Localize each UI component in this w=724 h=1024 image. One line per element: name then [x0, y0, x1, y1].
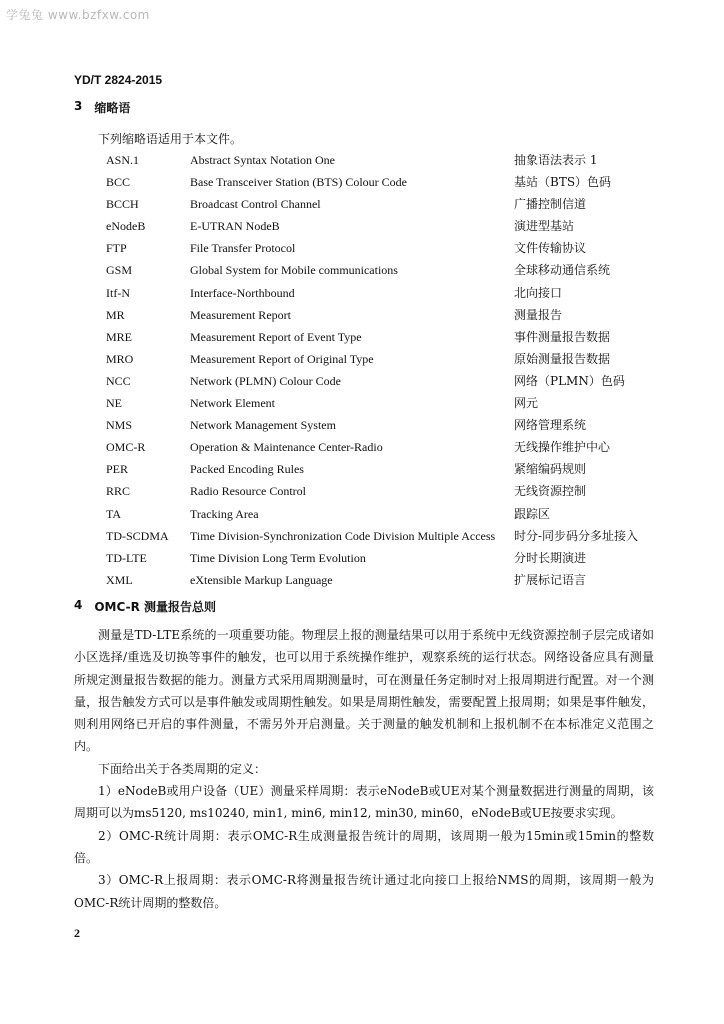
abbreviation-chinese: 紧缩编码规则 — [514, 462, 587, 477]
section-3-title: 缩略语 — [94, 101, 131, 115]
paragraph: 测量是TD-LTE系统的一项重要功能。物理层上报的测量结果可以用于系统中无线资源控制子层完成诸如小区选择/重选及切换等事件的触发，也可以用于系统操作维护，观察系统的运行状态。网络设备应具有测量所规定测量报告数据的能力。测量方式采用周期测量时，可在测量任务定制时对上报周期进行配置。对一个测量，报告触发方式可以是事件触发或周期性触发。如果是周期性触发，需要配置上报周期；如果是事件触发，则利用网络已开启的事件测量，不需另外开启测量。关于测量的触发机制和上报机制不在本标准定义范围之内。 — [74, 628, 654, 754]
abbreviation-chinese: 基站（BTS）色码 — [514, 175, 612, 190]
section-4-body — [74, 624, 654, 914]
section-4-number: 4 — [74, 598, 83, 612]
abbreviation-english: Network Management System — [190, 418, 336, 433]
abbreviation-english: Time Division Long Term Evolution — [190, 550, 366, 565]
abbreviation-row — [106, 349, 666, 371]
abbreviation-english: Network Element — [190, 396, 275, 411]
section-3-number: 3 — [74, 99, 83, 113]
standard-code: YD/T 2824-2015 — [74, 73, 163, 87]
abbreviation-chinese: 时分-同步码分多址接入 — [514, 528, 639, 543]
abbreviation-term: MRO — [106, 351, 134, 366]
abbreviation-english: Packed Encoding Rules — [190, 462, 304, 477]
abbreviation-row — [106, 526, 666, 548]
abbreviation-chinese: 测量报告 — [514, 307, 563, 322]
abbreviation-chinese: 网络（PLMN）色码 — [514, 373, 625, 388]
abbreviation-english: Measurement Report of Event Type — [190, 329, 362, 344]
abbreviation-chinese: 文件传输协议 — [514, 241, 587, 256]
abbreviation-term: MR — [106, 307, 125, 322]
abbreviation-term: TD-LTE — [106, 550, 147, 565]
abbreviation-english: Time Division-Synchronization Code Division Multiple Access — [190, 528, 496, 543]
abbreviation-english: Measurement Report of Original Type — [190, 351, 374, 366]
abbreviation-term: Itf-N — [106, 285, 130, 300]
abbreviation-row — [106, 437, 666, 459]
abbreviation-term: RRC — [106, 484, 131, 499]
abbreviation-chinese: 演进型基站 — [514, 219, 575, 234]
abbreviation-row — [106, 459, 666, 481]
abbreviation-row — [106, 216, 666, 238]
abbreviation-chinese: 事件测量报告数据 — [514, 329, 611, 344]
abbreviation-term: GSM — [106, 263, 133, 278]
abbreviation-row — [106, 172, 666, 194]
abbreviation-english: Base Transceiver Station (BTS) Colour Code — [190, 175, 407, 190]
abbreviation-chinese: 无线操作维护中心 — [514, 440, 611, 455]
abbreviation-term: XML — [106, 572, 133, 587]
paragraph: 下面给出关于各类周期的定义： — [98, 761, 267, 776]
abbreviation-english: Tracking Area — [190, 506, 259, 521]
abbreviation-row — [106, 283, 666, 305]
abbreviation-term: NCC — [106, 373, 131, 388]
abbreviation-table — [106, 150, 666, 592]
abbreviation-term: FTP — [106, 241, 127, 256]
abbreviation-english: eXtensible Markup Language — [190, 572, 333, 587]
abbreviation-term: MRE — [106, 329, 133, 344]
watermark: 学兔兔 www.bzfxw.com — [6, 8, 150, 22]
abbreviation-term: NE — [106, 396, 122, 411]
abbreviation-term: OMC-R — [106, 440, 146, 455]
abbreviation-term: TD-SCDMA — [106, 528, 169, 543]
page-number: 2 — [74, 926, 80, 940]
abbreviation-row — [106, 371, 666, 393]
abbreviation-chinese: 抽象语法表示 1 — [514, 153, 598, 167]
abbreviation-term: PER — [106, 462, 129, 477]
paragraph: 3）OMC-R上报周期：表示OMC-R将测量报告统计通过北向接口上报给NMS的周期，该周期一般为OMC-R统计周期的整数倍。 — [74, 873, 654, 910]
abbreviation-chinese: 原始测量报告数据 — [514, 351, 611, 366]
abbreviation-chinese: 广播控制信道 — [514, 197, 587, 212]
section-3-intro: 下列缩略语适用于本文件。 — [98, 132, 243, 146]
abbreviation-row — [106, 415, 666, 437]
abbreviation-english: Global System for Mobile communications — [190, 263, 398, 278]
abbreviation-row — [106, 260, 666, 282]
section-3-heading — [74, 99, 130, 116]
abbreviation-row — [106, 504, 666, 526]
abbreviation-term: NMS — [106, 418, 133, 433]
abbreviation-term: TA — [106, 506, 122, 521]
abbreviation-chinese: 跟踪区 — [514, 506, 551, 521]
abbreviation-english: Network (PLMN) Colour Code — [190, 373, 341, 388]
abbreviation-row — [106, 548, 666, 570]
abbreviation-row — [106, 570, 666, 592]
section-4-title: OMC-R 测量报告总则 — [94, 600, 216, 614]
paragraph: 1）eNodeB或用户设备（UE）测量采样周期：表示eNodeB或UE对某个测量数据进行测量的周期，该周期可以为ms5120, ms10240, min1, min6, min12, min30, min60，eNodeB或UE按要求实现。 — [74, 784, 654, 821]
abbreviation-english: Measurement Report — [190, 307, 291, 322]
abbreviation-row — [106, 305, 666, 327]
section-4-heading — [74, 598, 216, 615]
abbreviation-english: Operation & Maintenance Center-Radio — [190, 440, 383, 455]
abbreviation-row — [106, 194, 666, 216]
abbreviation-chinese: 扩展标记语言 — [514, 572, 587, 587]
abbreviation-chinese: 无线资源控制 — [514, 484, 587, 499]
abbreviation-term: ASN.1 — [106, 153, 140, 167]
abbreviation-english: Radio Resource Control — [190, 484, 306, 499]
abbreviation-row — [106, 393, 666, 415]
abbreviation-row — [106, 238, 666, 260]
abbreviation-term: BCC — [106, 175, 131, 190]
abbreviation-english: E-UTRAN NodeB — [190, 219, 280, 234]
abbreviation-term: BCCH — [106, 197, 139, 212]
abbreviation-chinese: 分时长期演进 — [514, 550, 587, 565]
abbreviation-english: Broadcast Control Channel — [190, 197, 321, 212]
abbreviation-english: Abstract Syntax Notation One — [190, 153, 335, 167]
abbreviation-chinese: 全球移动通信系统 — [514, 263, 611, 278]
abbreviation-row — [106, 150, 666, 172]
abbreviation-chinese: 网元 — [514, 396, 539, 411]
abbreviation-row — [106, 481, 666, 503]
abbreviation-english: File Transfer Protocol — [190, 241, 296, 256]
abbreviation-english: Interface-Northbound — [190, 285, 295, 300]
abbreviation-chinese: 北向接口 — [514, 285, 563, 300]
abbreviation-chinese: 网络管理系统 — [514, 418, 587, 433]
abbreviation-term: eNodeB — [106, 219, 146, 234]
abbreviation-row — [106, 327, 666, 349]
paragraph: 2）OMC-R统计周期：表示OMC-R生成测量报告统计的周期，该周期一般为15min或15min的整数倍。 — [74, 828, 654, 865]
